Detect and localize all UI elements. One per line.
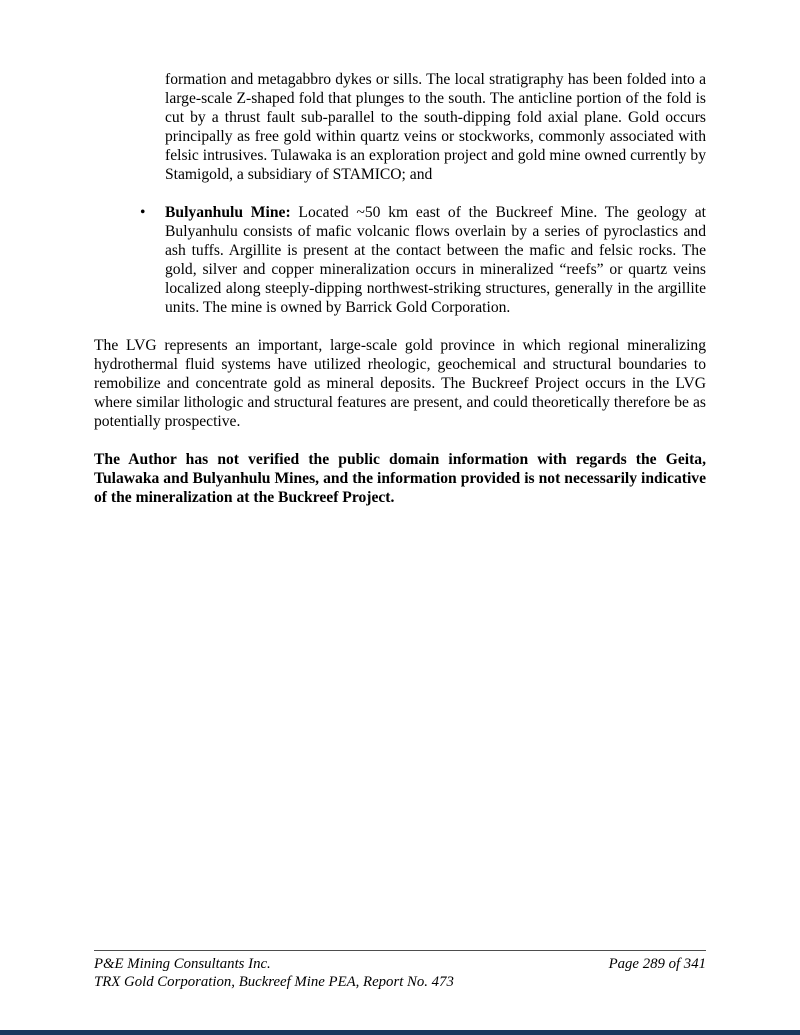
bullet-item-bulyanhulu [140, 203, 706, 317]
footer-left-block [94, 955, 454, 991]
footer-page-number: Page 289 of 341 [608, 956, 706, 972]
footer-company: P&E Mining Consultants Inc. [94, 956, 271, 972]
page-content [94, 70, 706, 526]
page-footer [94, 950, 706, 991]
bullet-lead-bold: Bulyanhulu Mine: [165, 204, 291, 221]
footer-row [94, 955, 706, 991]
bullet-paragraph [165, 203, 706, 317]
lvg-paragraph: The LVG represents an important, large-scale gold province in which regional mineralizing hydrothermal fluid systems have utilized rheologic, geochemical and structural boundaries to remobilize and concentrate gold as mineral deposits. The Buckreef Project occurs in the LVG where similar lithologic and structural features are present, and could theoretically therefore be as potentially prospective. [94, 337, 706, 430]
bullet-body-text: Located ~50 km east of the Buckreef Mine. The geology at Bulyanhulu consists of mafic volcanic flows overlain by a series of pyroclastics and ash tuffs. Argillite is present at the contact between the mafic and felsic rocks. The gold, silver and copper mineralization occurs in mineralized “reefs” or quartz veins localized along steeply-dipping northwest-striking structures, generally in the argillite units. The mine is owned by Barrick Gold Corporation. [165, 204, 707, 316]
author-disclaimer-paragraph: The Author has not verified the public domain information with regards the Geita, Tulawaka and Bulyanhulu Mines, and the information provided is not necessarily indicative of the mineralization at the Buckreef Project. [94, 451, 706, 506]
footer-report-title: TRX Gold Corporation, Buckreef Mine PEA, Report No. 473 [94, 974, 454, 990]
window-bottom-edge [0, 1030, 800, 1035]
bullet-icon: • [140, 204, 146, 221]
continuation-paragraph: formation and metagabbro dykes or sills. The local stratigraphy has been folded into a large-scale Z-shaped fold that plunges to the south. The anticline portion of the fold is cut by a thrust fault sub-parallel to the south-dipping fold axial plane. Gold occurs principally as free gold within quartz veins or stockworks, commonly associated with felsic intrusives. Tulawaka is an exploration project and gold mine owned currently by Stamigold, a subsidiary of STAMICO; and [165, 71, 706, 183]
